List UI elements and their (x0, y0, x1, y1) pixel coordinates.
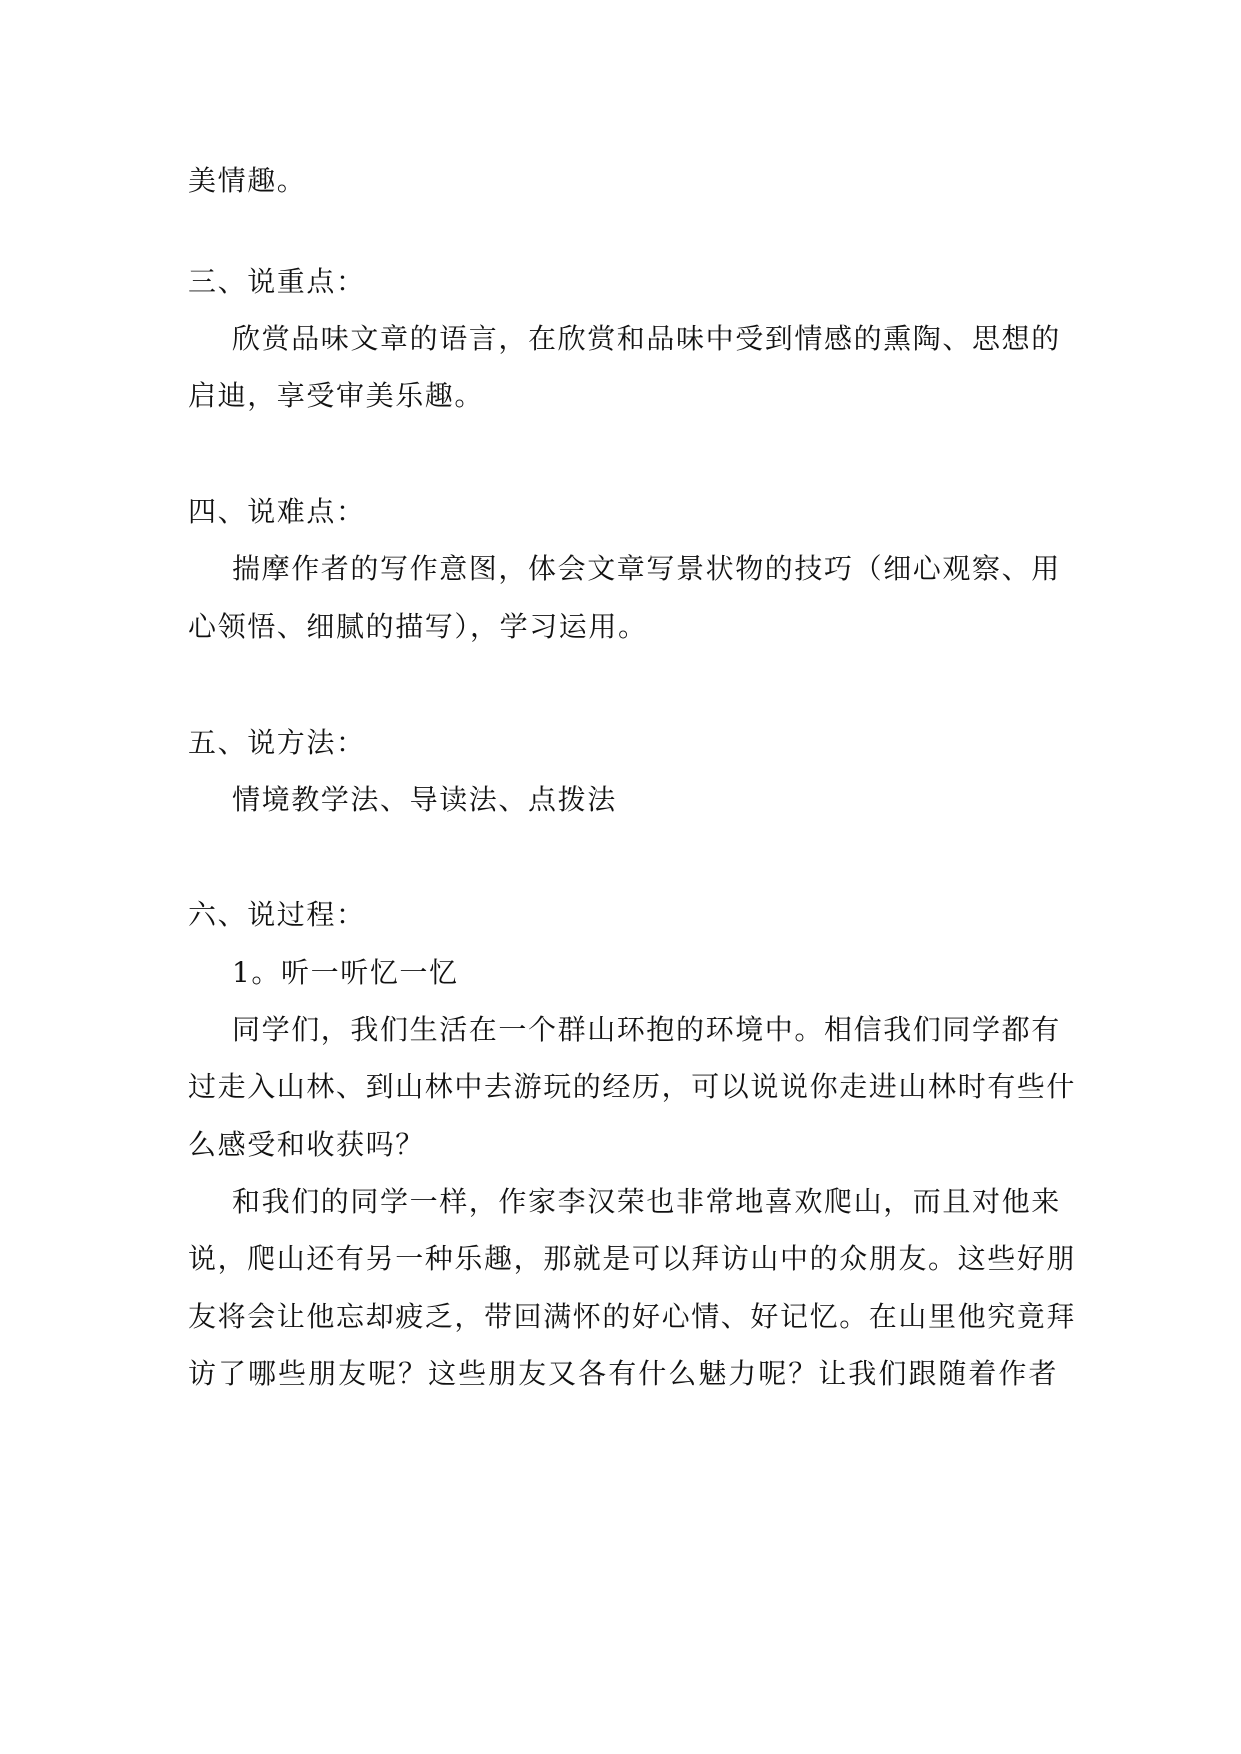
text-line: 和我们的同学一样，作家李汉荣也非常地喜欢爬山，而且对他来 (232, 1185, 1061, 1218)
section-heading: 五、说方法： (188, 726, 366, 759)
section-heading: 六、说过程： (188, 898, 366, 931)
text-line: 美情趣。 (188, 164, 307, 197)
text-line: 情境教学法、导读法、点拨法 (232, 783, 617, 816)
text-line: 过走入山林、到山林中去游玩的经历，可以说说你走进山林时有些什 (188, 1070, 1077, 1103)
section-heading: 四、说难点： (188, 495, 366, 528)
section-heading: 三、说重点： (188, 265, 366, 298)
text-line: 心领悟、细腻的描写），学习运用。 (188, 610, 648, 643)
text-line: 启迪，享受审美乐趣。 (188, 379, 485, 412)
text-line: 访了哪些朋友呢？这些朋友又各有什么魅力呢？让我们跟随着作者 (188, 1357, 1058, 1390)
text-line: 揣摩作者的写作意图，体会文章写景状物的技巧（细心观察、用 (232, 552, 1061, 585)
text-line: 说，爬山还有另一种乐趣，那就是可以拜访山中的众朋友。这些好朋 (188, 1242, 1077, 1275)
text-line: 友将会让他忘却疲乏，带回满怀的好心情、好记忆。在山里他究竟拜 (188, 1300, 1077, 1333)
text-line: 同学们，我们生活在一个群山环抱的环境中。相信我们同学都有 (232, 1013, 1061, 1046)
text-line: 么感受和收获吗？ (188, 1128, 425, 1161)
subsection-heading: 1。听一听忆一忆 (232, 956, 459, 989)
text-line: 欣赏品味文章的语言，在欣赏和品味中受到情感的熏陶、思想的 (232, 322, 1061, 355)
